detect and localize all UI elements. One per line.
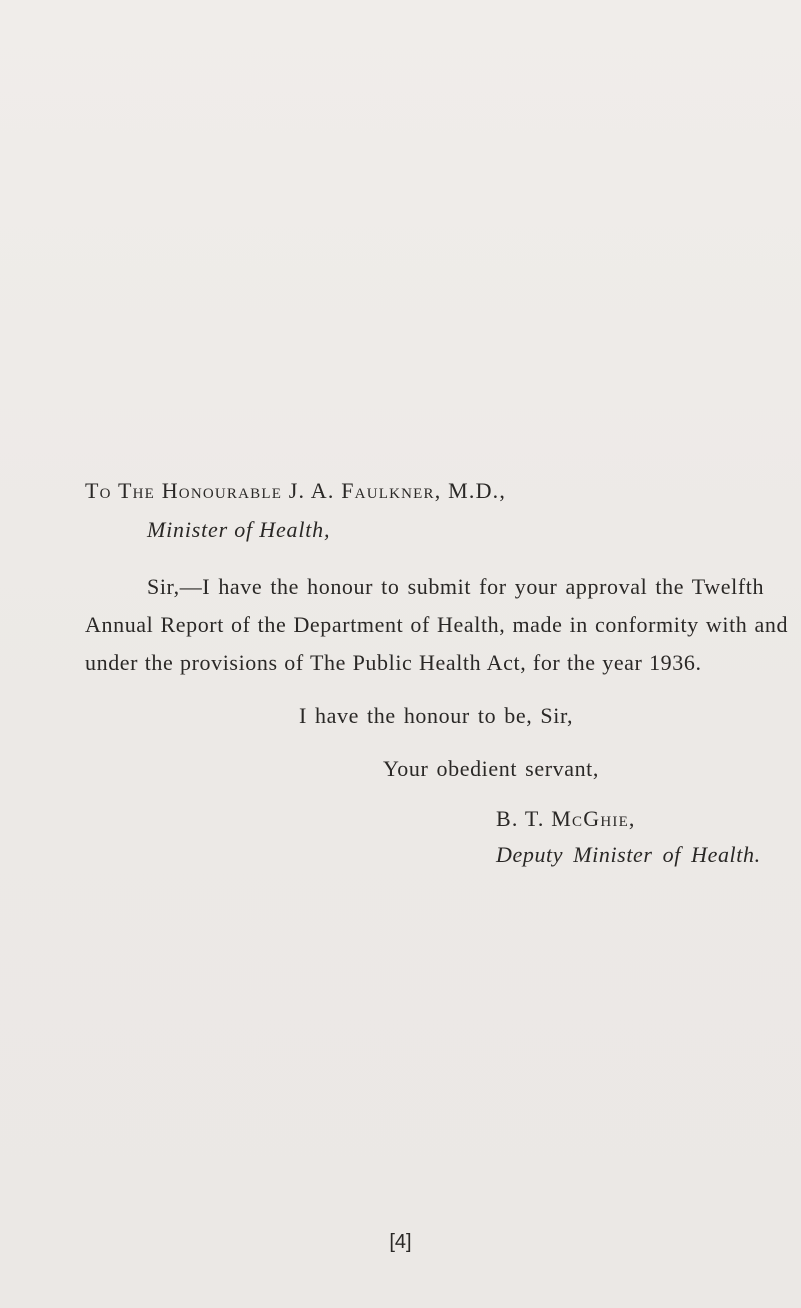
signatory-title: Deputy Minister of Health. (496, 842, 761, 867)
signatory-name: B. T. McGhie, (496, 806, 636, 831)
page-number: [4] (389, 1231, 412, 1253)
addressee-title: Minister of Health, (147, 517, 331, 542)
body-paragraph-line-2: Annual Report of the Department of Health, made in conformity with and (85, 612, 789, 637)
addressee-line: To The Honourable J. A. Faulkner, M.D., (85, 478, 507, 503)
valediction: Your obedient servant, (383, 756, 599, 781)
body-paragraph-line-3: under the provisions of The Public Health Act, for the year 1936. (85, 650, 702, 675)
body-paragraph-line-1: Sir,—I have the honour to submit for your approval the Twelfth (147, 574, 765, 599)
closing-line: I have the honour to be, Sir, (299, 703, 574, 728)
